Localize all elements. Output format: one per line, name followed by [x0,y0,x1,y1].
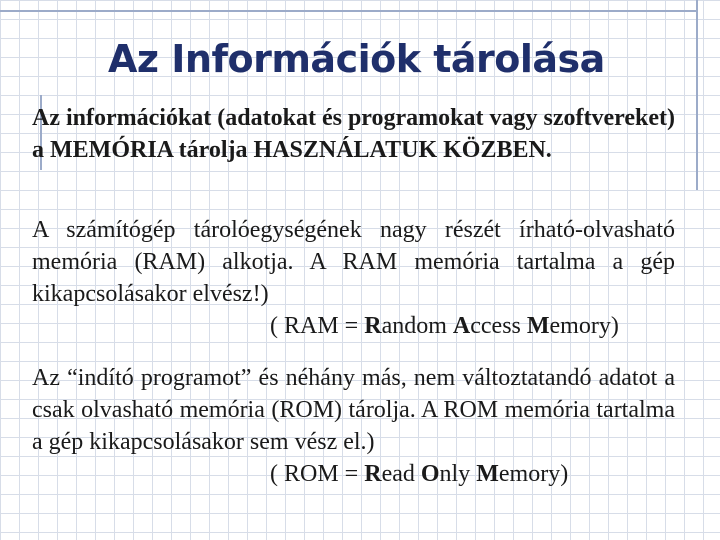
decorative-right-bar [696,0,698,190]
paragraph-memory-intro: Az információkat (adatokat és programokat vagy szoftvereket) a MEMÓRIA tárolja HASZNÁLATUK KÖZBEN. [32,105,675,163]
ram-letter-a: A [452,313,471,339]
rom-acronym-line [32,458,675,490]
decorative-top-bar [0,10,698,12]
rom-word-memory: emory) [498,461,569,487]
slide-title: Az Információk tárolása [108,37,605,82]
ram-description: A számítógép tárolóegységének nagy részét írható-olvasható memória (RAM) alkotja. A RAM memória tartalma a gép kikapcsolásakor elvész!) [32,217,675,307]
rom-letter-o: O [420,461,440,487]
ram-word-access: ccess [470,313,527,339]
paragraph-rom [32,362,675,490]
paragraph-ram [32,214,675,342]
rom-description: Az “indító programot” és néhány más, nem változtatandó adatot a csak olvasható memória (ROM) tárolja. A ROM memória tartalma a gép kikapcsolásakor sem vész el.) [32,365,675,455]
ram-word-memory: emory) [549,313,619,339]
ram-acronym-prefix: ( RAM = [270,313,365,339]
rom-letter-m: M [476,461,499,487]
ram-acronym-line [32,310,675,342]
ram-word-random: andom [381,313,453,339]
rom-letter-r: R [364,461,382,487]
ram-letter-r: R [364,313,382,339]
rom-word-only: nly [439,461,477,487]
ram-letter-m: M [526,313,550,339]
rom-word-read: ead [381,461,421,487]
rom-acronym-prefix: ( ROM = [270,461,365,487]
